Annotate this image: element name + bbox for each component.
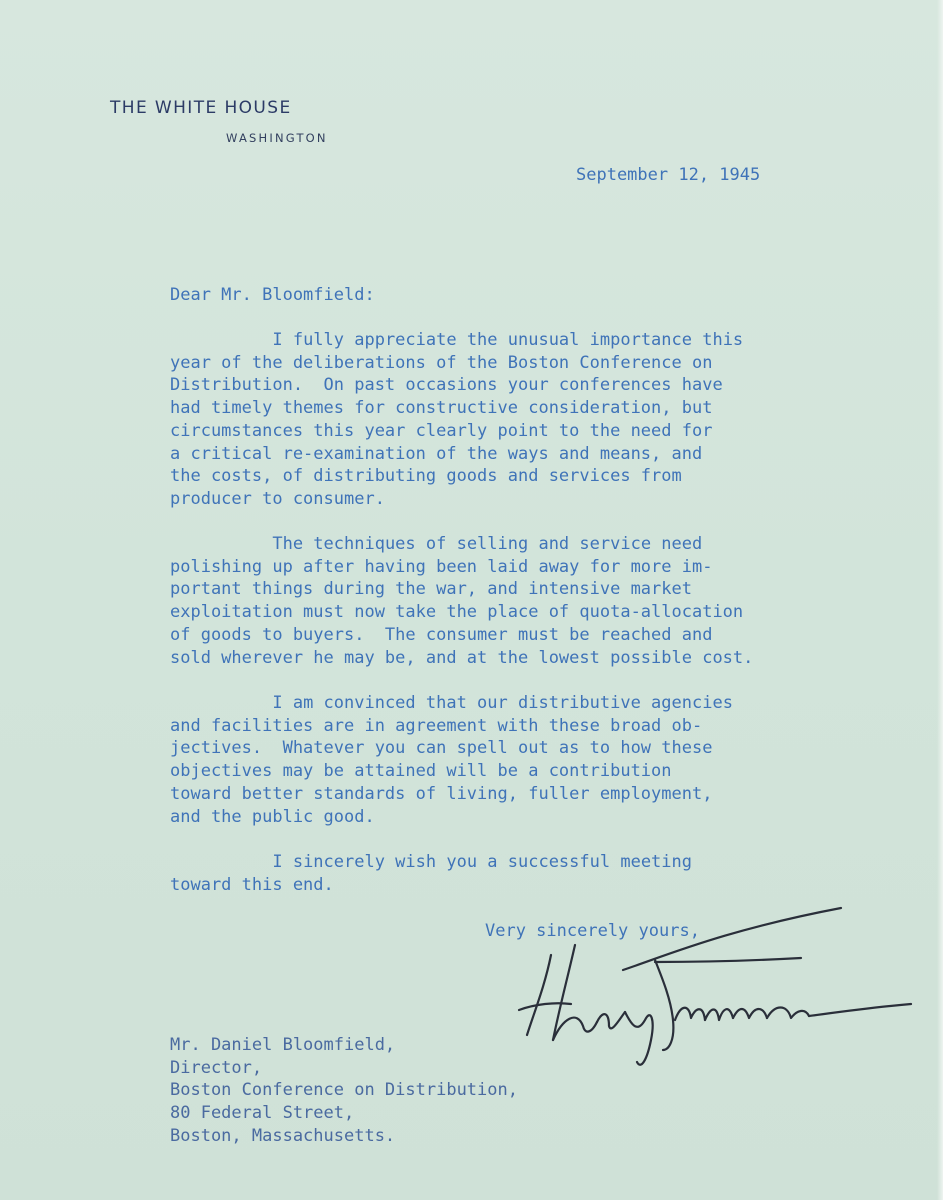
paragraph-line: sold wherever he may be, and at the lowest possible cost. — [170, 647, 754, 668]
paragraph-2 — [170, 533, 753, 669]
address-line: Mr. Daniel Bloomfield, — [170, 1035, 396, 1055]
paragraph-line: the costs, of distributing goods and services from — [170, 466, 682, 487]
paragraph-line: year of the deliberations of the Boston Conference on — [170, 352, 713, 373]
paragraph-line: polishing up after having been laid away for more im- — [170, 556, 713, 577]
recipient-address — [170, 1034, 518, 1148]
paragraph-line: I am convinced that our distributive agencies — [272, 693, 733, 713]
paragraph-line: portant things during the war, and intensive market — [170, 579, 692, 600]
paragraph-1 — [170, 329, 743, 511]
paragraph-line: jectives. Whatever you can spell out as to how these — [170, 738, 713, 759]
address-line: Director, — [170, 1057, 263, 1078]
paragraph-line: circumstances this year clearly point to the need for — [170, 420, 713, 441]
paragraph-line: a critical re-examination of the ways and means, and — [170, 443, 703, 464]
paragraph-line: toward better standards of living, fuller employment, — [170, 783, 713, 804]
address-line: Boston Conference on Distribution, — [170, 1080, 518, 1101]
address-line: Boston, Massachusetts. — [170, 1125, 396, 1146]
paragraph-line: exploitation must now take the place of quota-allocation — [170, 602, 744, 623]
paragraph-4 — [170, 851, 692, 896]
paragraph-line: and facilities are in agreement with these broad ob- — [170, 715, 703, 736]
paragraph-line: The techniques of selling and service need — [272, 534, 703, 554]
paragraph-line: objectives may be attained will be a contribution — [170, 761, 672, 782]
paragraph-3 — [170, 692, 733, 828]
paragraph-line: had timely themes for constructive consideration, but — [170, 398, 713, 419]
address-line: 80 Federal Street, — [170, 1103, 355, 1124]
paragraph-line: toward this end. — [170, 874, 334, 895]
paragraph-line: of goods to buyers. The consumer must be reached and — [170, 624, 713, 645]
paragraph-line: and the public good. — [170, 806, 375, 827]
paper-edge — [937, 0, 943, 1200]
letterhead-title: THE WHITE HOUSE — [110, 98, 292, 118]
closing: Very sincerely yours, — [485, 921, 700, 941]
paragraph-line: Distribution. On past occasions your conferences have — [170, 375, 723, 396]
paragraph-line: I sincerely wish you a successful meeting — [272, 852, 692, 872]
letterhead-subtitle: WASHINGTON — [226, 131, 328, 145]
paragraph-line: I fully appreciate the unusual importance this — [272, 330, 744, 350]
paragraph-line: producer to consumer. — [170, 488, 385, 509]
salutation: Dear Mr. Bloomfield: — [170, 285, 375, 305]
letter-date: September 12, 1945 — [576, 165, 761, 185]
signature-image — [505, 900, 915, 1080]
